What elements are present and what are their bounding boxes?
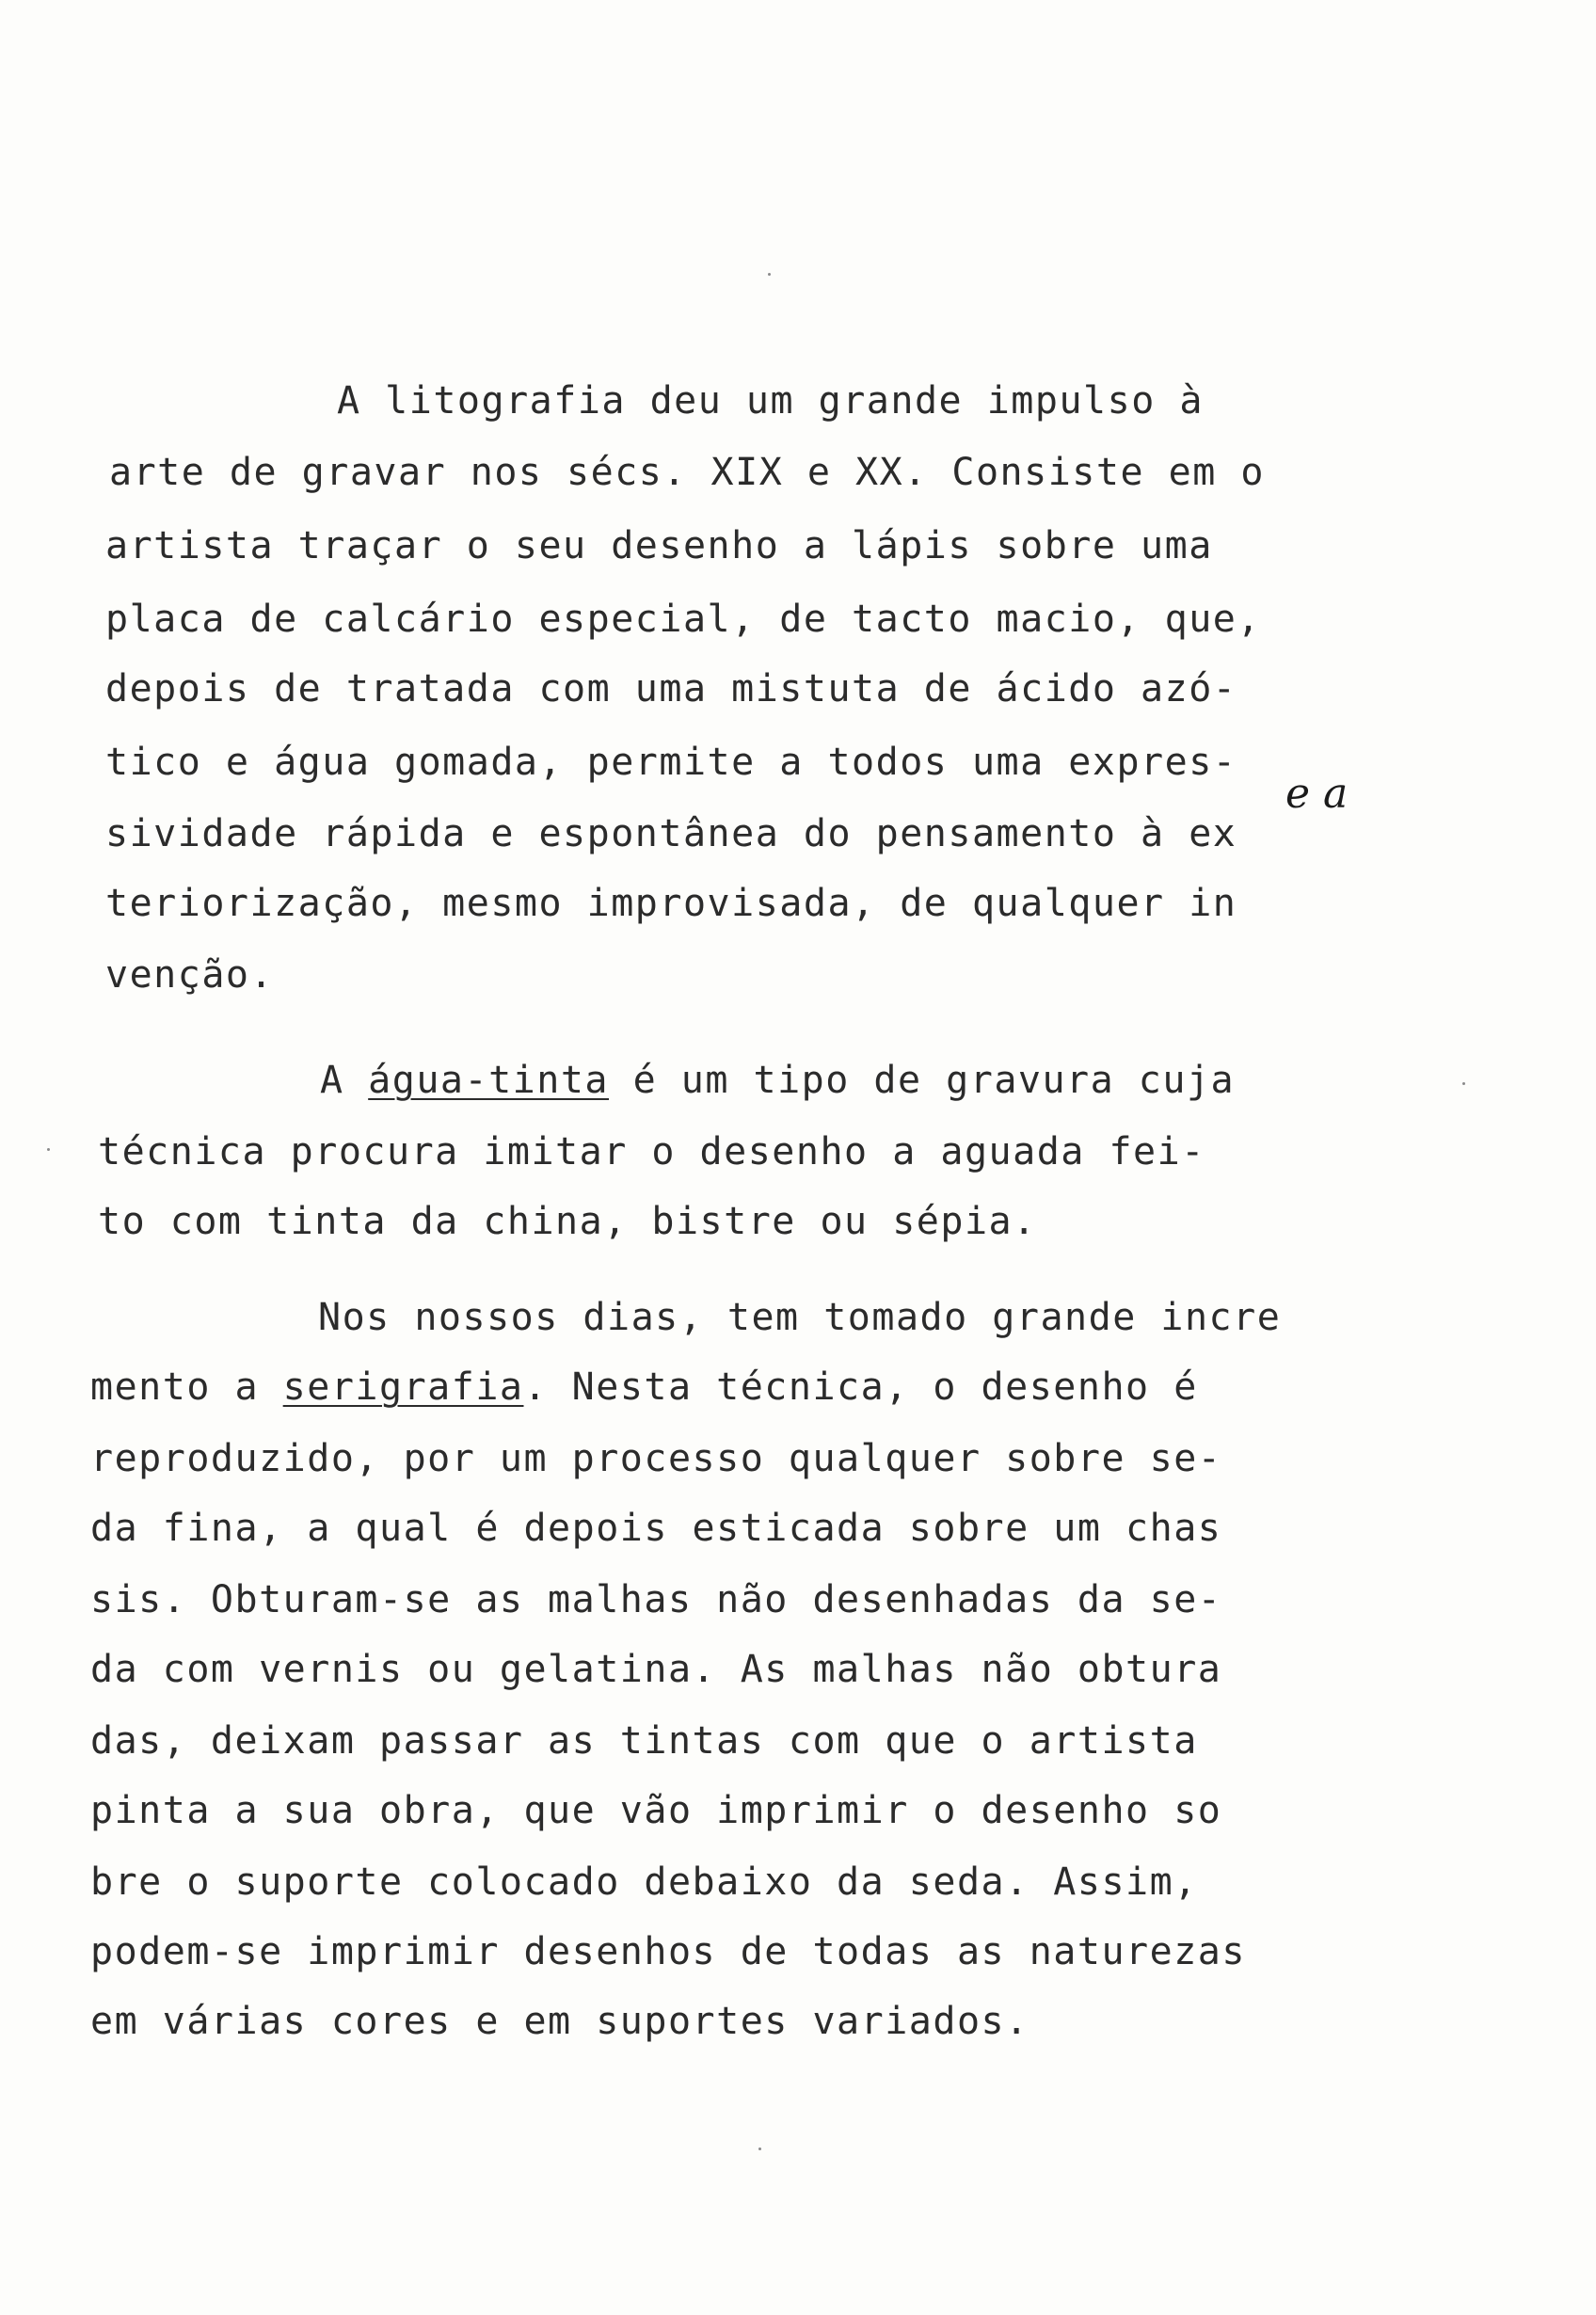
scan-speck [758, 2147, 761, 2150]
text-line: mento a serigrafia. Nesta técnica, o desenho é [90, 1365, 1198, 1409]
text-line: pinta a sua obra, que vão imprimir o desenho so [90, 1789, 1222, 1832]
text-line: A litografia deu um grande impulso à [337, 379, 1204, 423]
text-line: to com tinta da china, bistre ou sépia. [98, 1200, 1037, 1243]
text-line: A água-tinta é um tipo de gravura cuja [320, 1059, 1236, 1102]
text-line: podem-se imprimir desenhos de todas as naturezas [90, 1930, 1246, 1973]
text-line: arte de gravar nos sécs. XIX e XX. Consiste em o [109, 451, 1265, 494]
text-line: da fina, a qual é depois esticada sobre um chas [90, 1507, 1222, 1550]
scan-speck [768, 273, 771, 276]
text-line: tico e água gomada, permite a todos uma expres- [105, 741, 1237, 784]
handwritten-correction: e a [1285, 770, 1349, 818]
text-line: das, deixam passar as tintas com que o artista [90, 1719, 1198, 1763]
scan-speck [1462, 1082, 1465, 1085]
text-line: sividade rápida e espontânea do pensamento à ex [105, 812, 1237, 855]
text-line: depois de tratada com uma mistuta de ácido azó- [105, 667, 1237, 710]
text-line: reproduzido, por um processo qualquer sobre se- [90, 1437, 1222, 1480]
text-line: técnica procura imitar o desenho a aguada fei- [98, 1130, 1205, 1173]
text-line: Nos nossos dias, tem tomado grande incre [318, 1296, 1282, 1339]
text-line: artista traçar o seu desenho a lápis sobre uma [105, 524, 1213, 567]
text-line: venção. [105, 953, 275, 997]
text-line: teriorização, mesmo improvisada, de qualquer in [105, 882, 1237, 925]
text-line: bre o suporte colocado debaixo da seda. Assim, [90, 1860, 1198, 1904]
text-line: placa de calcário especial, de tacto macio, que, [105, 598, 1261, 641]
text-line: sis. Obturam-se as malhas não desenhadas da se- [90, 1578, 1222, 1621]
scan-speck [47, 1148, 50, 1151]
text-line: da com vernis ou gelatina. As malhas não obtura [90, 1648, 1222, 1691]
text-line: em várias cores e em suportes variados. [90, 2000, 1029, 2043]
